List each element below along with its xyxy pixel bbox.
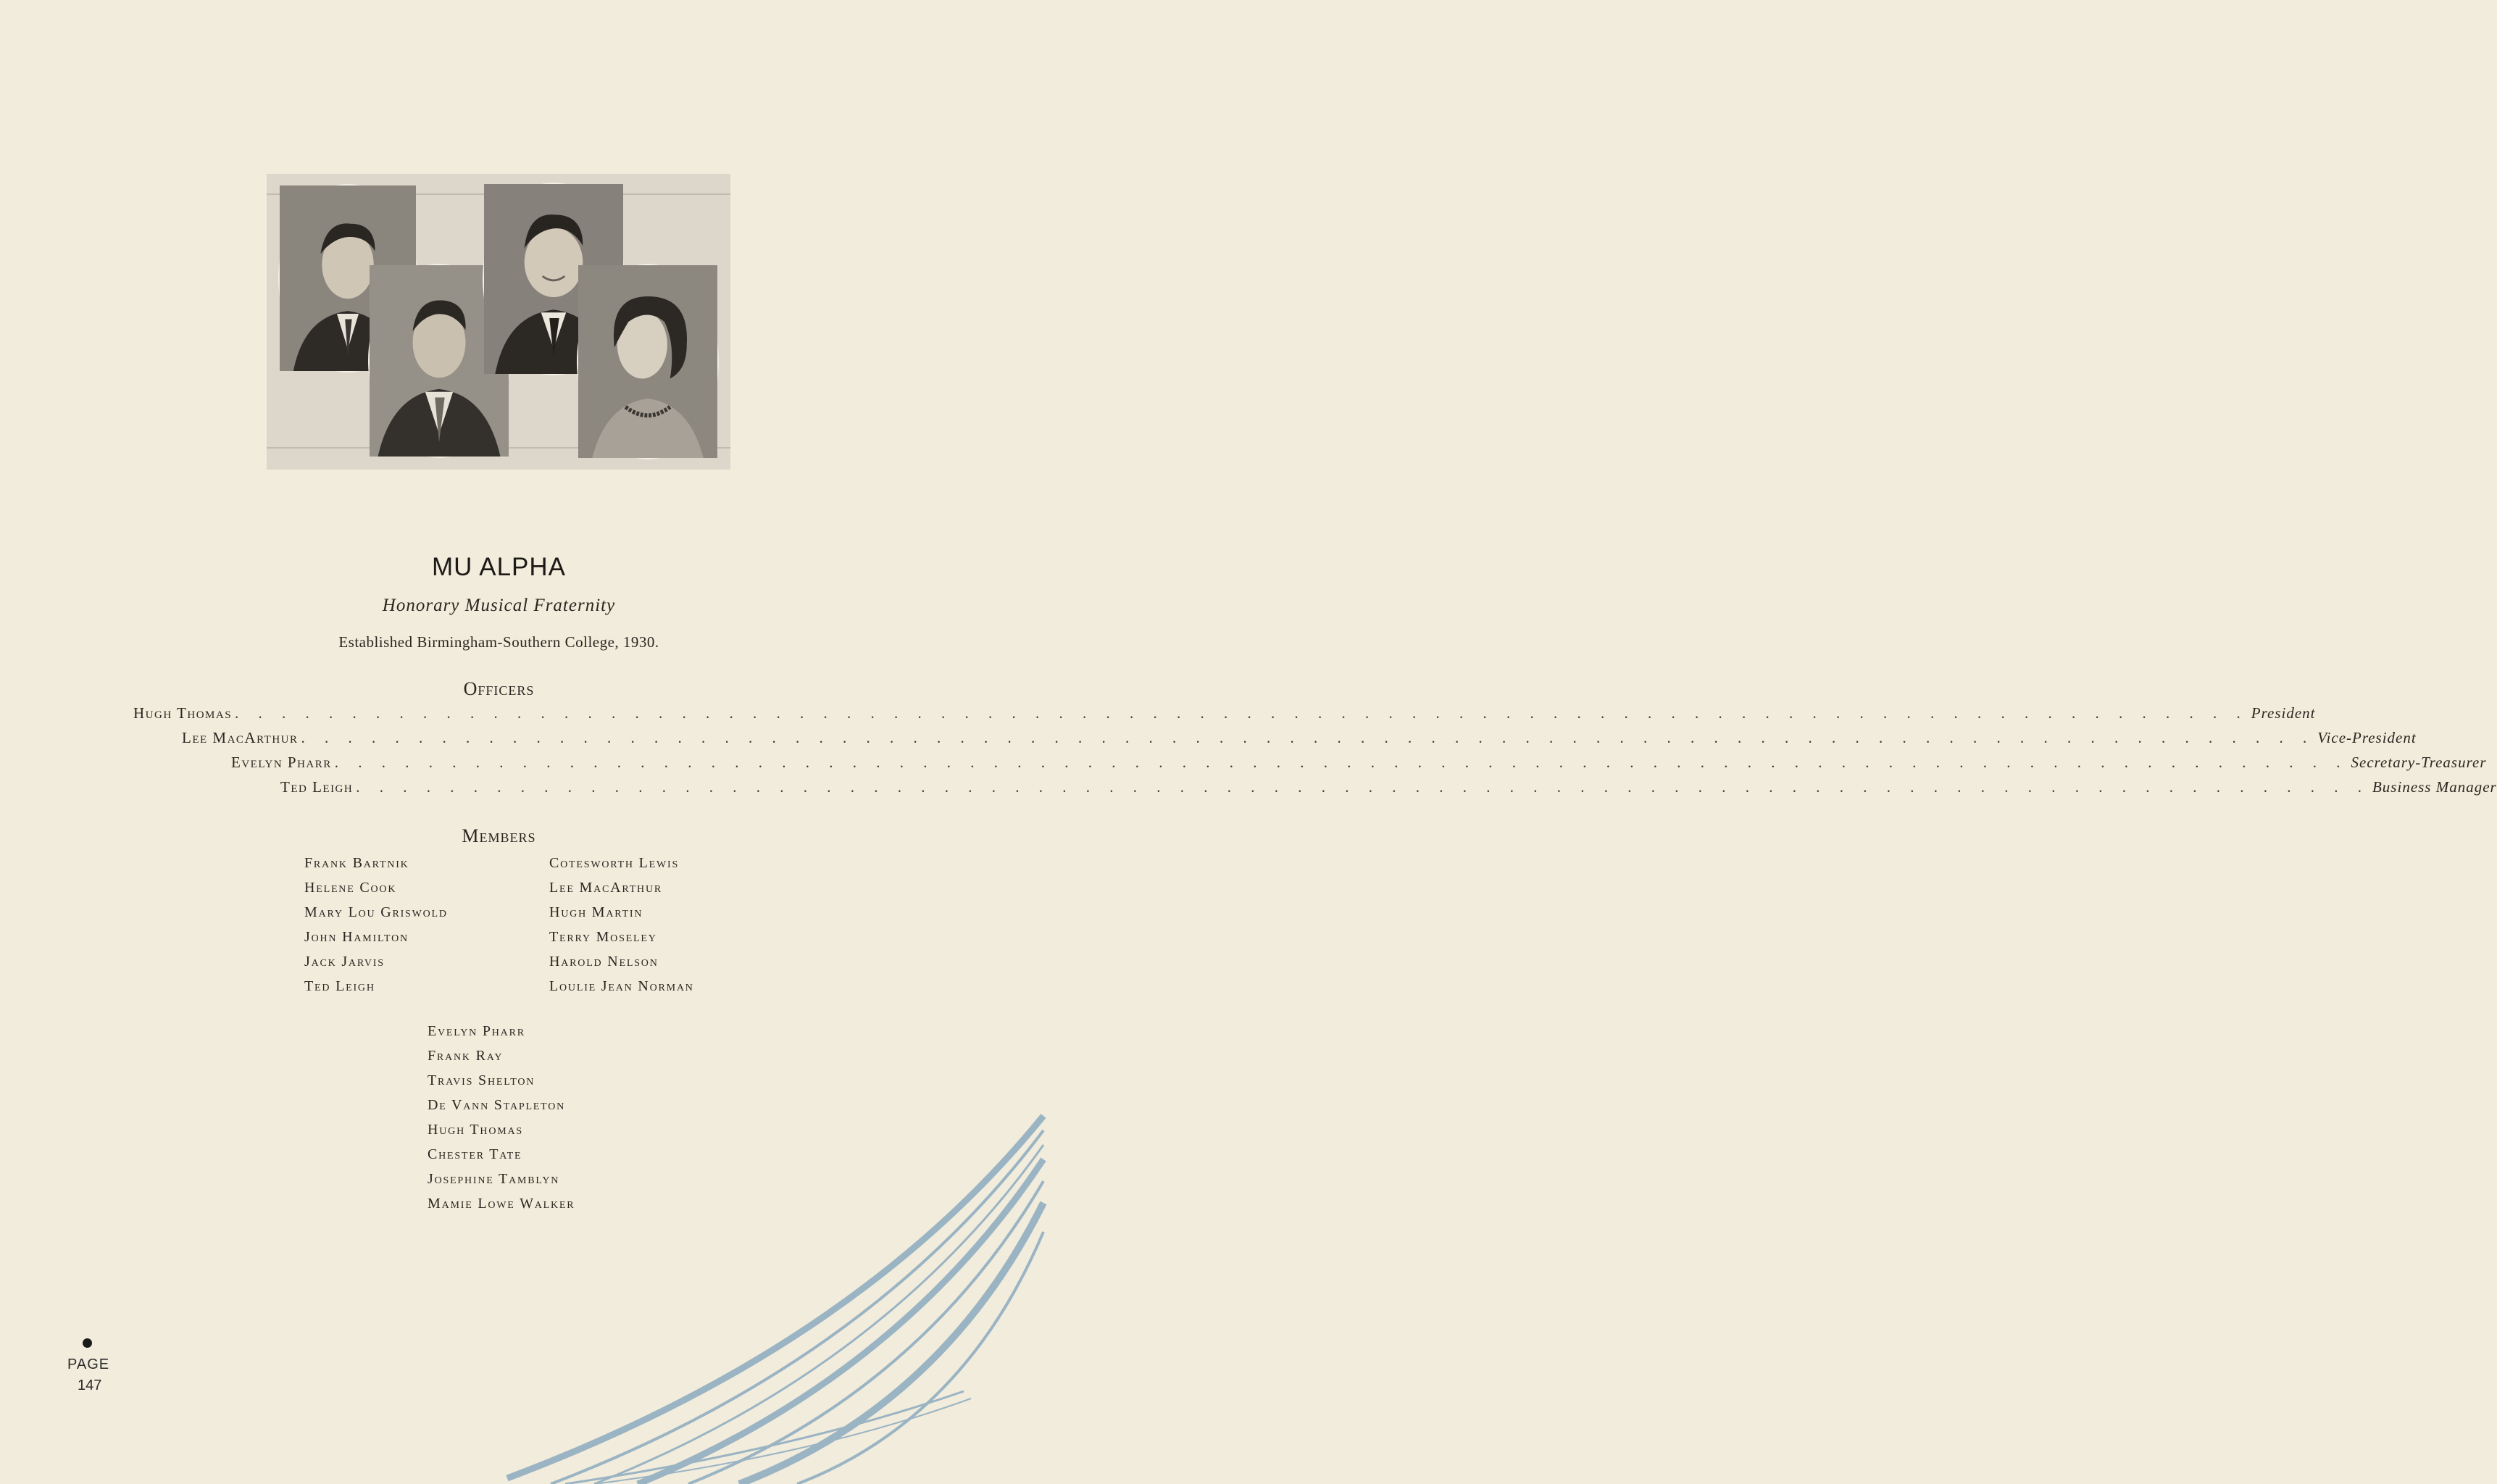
officer-name: Lee MacArthur [182, 729, 299, 746]
portrait-photo-4 [577, 264, 719, 459]
member-name: Harold Nelson [549, 954, 659, 970]
member-name: Frank Ray [428, 1048, 504, 1064]
member-name: Frank Bartnik [304, 855, 409, 871]
officer-name: Evelyn Pharr [231, 754, 332, 771]
dot-leader: . . . . . . . . . . . . . . . . . . . . . . . . . . . . . . . . . . . . . . . . . . . . . . . . . . . . . . . . . . . . . . . . . . . . . . . . . . . . . . . . . . . . . . [334, 754, 2348, 771]
member-name: Travis Shelton [428, 1072, 535, 1088]
officers-heading: Officers [463, 678, 535, 699]
member-name: Terry Moseley [549, 929, 657, 945]
officer-role: Secretary-Treasurer [2351, 754, 2487, 771]
dot-leader: . . . . . . . . . . . . . . . . . . . . . . . . . . . . . . . . . . . . . . . . . . . . . . . . . . . . . . . . . . . . . . . . . . . . . . . . . . . . . . . . . . . . . . [301, 729, 2315, 746]
member-name: Mamie Lowe Walker [428, 1196, 575, 1212]
member-name: John Hamilton [304, 929, 409, 945]
officer-name: Hugh Thomas [133, 704, 233, 722]
member-name: Josephine Tamblyn [428, 1171, 560, 1187]
member-name: Chester Tate [428, 1146, 522, 1162]
member-name: Jack Jarvis [304, 954, 385, 970]
page-number: 147 [78, 1377, 102, 1393]
dot-leader: . . . . . . . . . . . . . . . . . . . . . . . . . . . . . . . . . . . . . . . . . . . . . . . . . . . . . . . . . . . . . . . . . . . . . . . . . . . . . . . . . . . . . . [356, 778, 2369, 796]
member-name: Ted Leigh [304, 978, 375, 994]
member-name: Helene Cook [304, 880, 397, 896]
officer-row [182, 729, 2417, 751]
member-name: Hugh Thomas [428, 1122, 523, 1138]
member-name: Lee MacArthur [549, 880, 663, 896]
member-name: Hugh Martin [549, 904, 643, 920]
officer-role: Business Manager [2372, 778, 2497, 796]
member-name: Cotesworth Lewis [549, 855, 680, 871]
officer-portraits-panel [267, 174, 730, 470]
members-heading: Members [462, 825, 536, 846]
established-line: Established Birmingham-Southern College, 1930. [338, 633, 659, 651]
member-name: Loulie Jean Norman [549, 978, 694, 994]
dot-leader: . . . . . . . . . . . . . . . . . . . . . . . . . . . . . . . . . . . . . . . . . . . . . . . . . . . . . . . . . . . . . . . . . . . . . . . . . . . . . . . . . . . . . . [235, 704, 2248, 722]
officer-role: President [2251, 704, 2316, 722]
officer-name: Ted Leigh [280, 778, 354, 796]
member-name: Mary Lou Griswold [304, 904, 448, 920]
officer-row [231, 754, 2487, 775]
officer-role: Vice-President [2317, 729, 2417, 746]
member-name: De Vann Stapleton [428, 1097, 566, 1113]
page-label: PAGE [67, 1356, 110, 1372]
page-bullet-icon [83, 1338, 92, 1348]
subtitle: Honorary Musical Fraternity [382, 596, 616, 615]
member-name: Evelyn Pharr [428, 1023, 525, 1039]
page-title: MU ALPHA [432, 553, 566, 581]
officer-row [280, 778, 2497, 800]
officer-row [133, 704, 2316, 726]
